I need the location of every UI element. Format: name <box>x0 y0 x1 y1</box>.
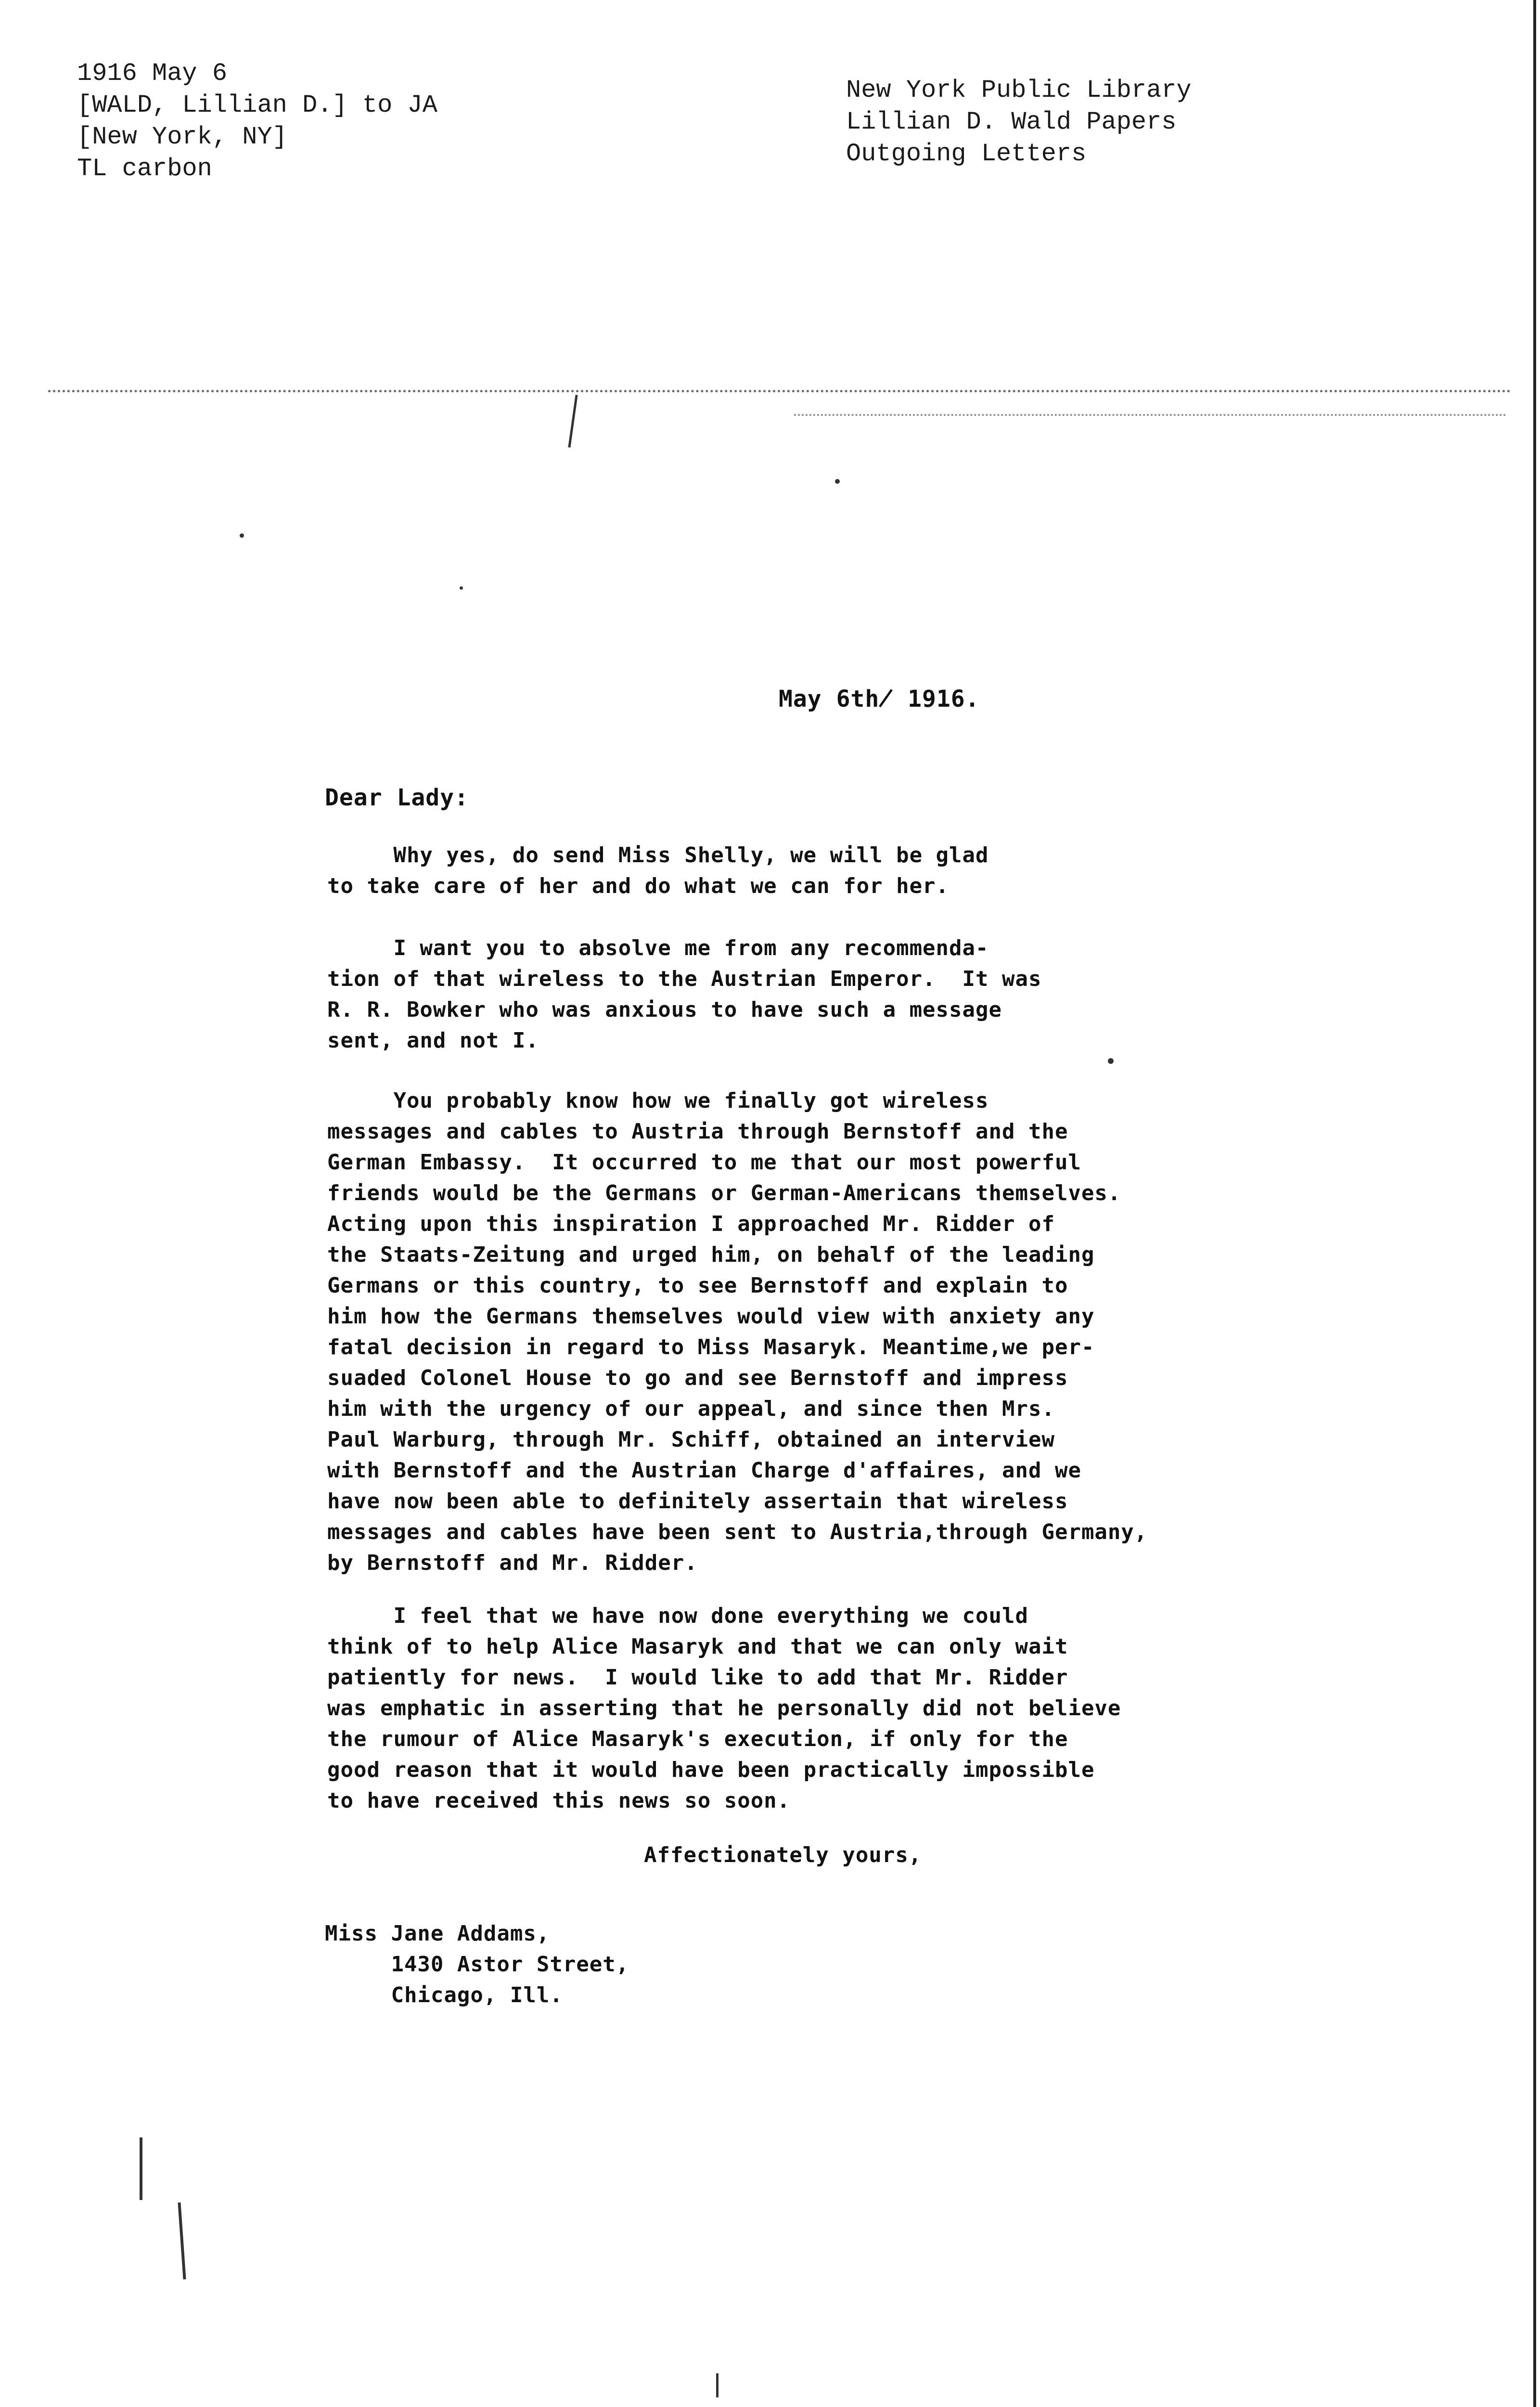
paragraph-line: him with the urgency of our appeal, and since then Mrs. <box>327 1397 1055 1421</box>
paragraph-line: R. R. Bowker who was anxious to have such a message <box>327 997 1002 1022</box>
paragraph-line: think of to help Alice Masaryk and that we can only wait <box>327 1634 1068 1659</box>
paragraph-line: messages and cables have been sent to Austria,through Germany, <box>327 1520 1148 1544</box>
header-repository: New York Public Library <box>846 76 1192 104</box>
paragraph-line: was emphatic in asserting that he personally did not believe <box>327 1696 1121 1721</box>
archive-header-right <box>846 75 1192 170</box>
scan-mark <box>716 2373 719 2397</box>
paragraph-line: to have received this news so soon. <box>327 1788 791 1813</box>
paragraph-line: the rumour of Alice Masaryk's execution, if only for the <box>327 1727 1068 1751</box>
paragraph-line: the Staats-Zeitung and urged him, on behalf of the leading <box>327 1242 1095 1267</box>
paragraph-line: have now been able to definitely assertain that wireless <box>327 1489 1068 1514</box>
scan-speck <box>1108 1058 1114 1064</box>
paragraph-line: I want you to absolve me from any recommenda- <box>327 936 989 960</box>
header-collection: Lillian D. Wald Papers <box>846 108 1177 136</box>
scan-speck <box>835 479 840 484</box>
paragraph-line: tion of that wireless to the Austrian Emperor. It was <box>327 967 1042 991</box>
paragraph-line: friends would be the Germans or German-Americans themselves. <box>327 1181 1121 1205</box>
paragraph-line: Germans or this country, to see Bernstoff and explain to <box>327 1273 1068 1298</box>
header-format: TL carbon <box>77 155 212 183</box>
paragraph-line: patiently for news. I would like to add that Mr. Ridder <box>327 1665 1068 1690</box>
recipient-city: Chicago, Ill. <box>325 1983 563 2007</box>
paragraph-4 <box>327 1601 1266 1816</box>
paragraph-line: fatal decision in regard to Miss Masaryk. Meantime,we per- <box>327 1335 1095 1359</box>
paragraph-line: Why yes, do send Miss Shelly, we will be glad <box>327 843 989 867</box>
paragraph-1 <box>327 840 1266 902</box>
header-place: [New York, NY] <box>77 123 287 151</box>
paragraph-line: good reason that it would have been practically impossible <box>327 1758 1095 1782</box>
header-series: Outgoing Letters <box>846 140 1087 168</box>
paragraph-line: by Bernstoff and Mr. Ridder. <box>327 1551 698 1575</box>
paragraph-line: You probably know how we finally got wireless <box>327 1088 989 1113</box>
paragraph-line: German Embassy. It occurred to me that our most powerful <box>327 1150 1081 1175</box>
paragraph-line: him how the Germans themselves would view with anxiety any <box>327 1304 1095 1329</box>
scan-speck <box>240 533 244 538</box>
paragraph-line: to take care of her and do what we can for her. <box>327 874 950 898</box>
letter-date: May 6th̸ 1916. <box>779 686 980 712</box>
scan-speck <box>460 586 463 590</box>
paragraph-line: Acting upon this inspiration I approached Mr. Ridder of <box>327 1212 1055 1236</box>
salutation: Dear Lady: <box>325 784 469 811</box>
paragraph-line: suaded Colonel House to go and see Bernstoff and impress <box>327 1366 1068 1390</box>
recipient-street: 1430 Astor Street, <box>325 1952 629 1977</box>
recipient-address <box>325 1918 629 2011</box>
paragraph-2 <box>327 933 1266 1056</box>
header-date: 1916 May 6 <box>77 59 228 88</box>
paragraph-line: with Bernstoff and the Austrian Charge d'affaires, and we <box>327 1458 1081 1483</box>
scan-mark <box>140 2137 142 2200</box>
paragraph-line: I feel that we have now done everything we could <box>327 1604 1028 1628</box>
scan-separator-line <box>48 390 1511 392</box>
closing: Affectionately yours, <box>644 1843 922 1867</box>
header-correspondents: [WALD, Lillian D.] to JA <box>77 91 437 119</box>
paragraph-line: messages and cables to Austria through Bernstoff and the <box>327 1119 1068 1144</box>
paragraph-3 <box>327 1086 1266 1579</box>
paragraph-line: sent, and not I. <box>327 1028 539 1053</box>
archive-header-left <box>77 58 437 185</box>
paragraph-line: Paul Warburg, through Mr. Schiff, obtained an interview <box>327 1427 1055 1452</box>
scan-separator-line-secondary <box>794 414 1506 416</box>
recipient-name: Miss Jane Addams, <box>325 1921 550 1946</box>
